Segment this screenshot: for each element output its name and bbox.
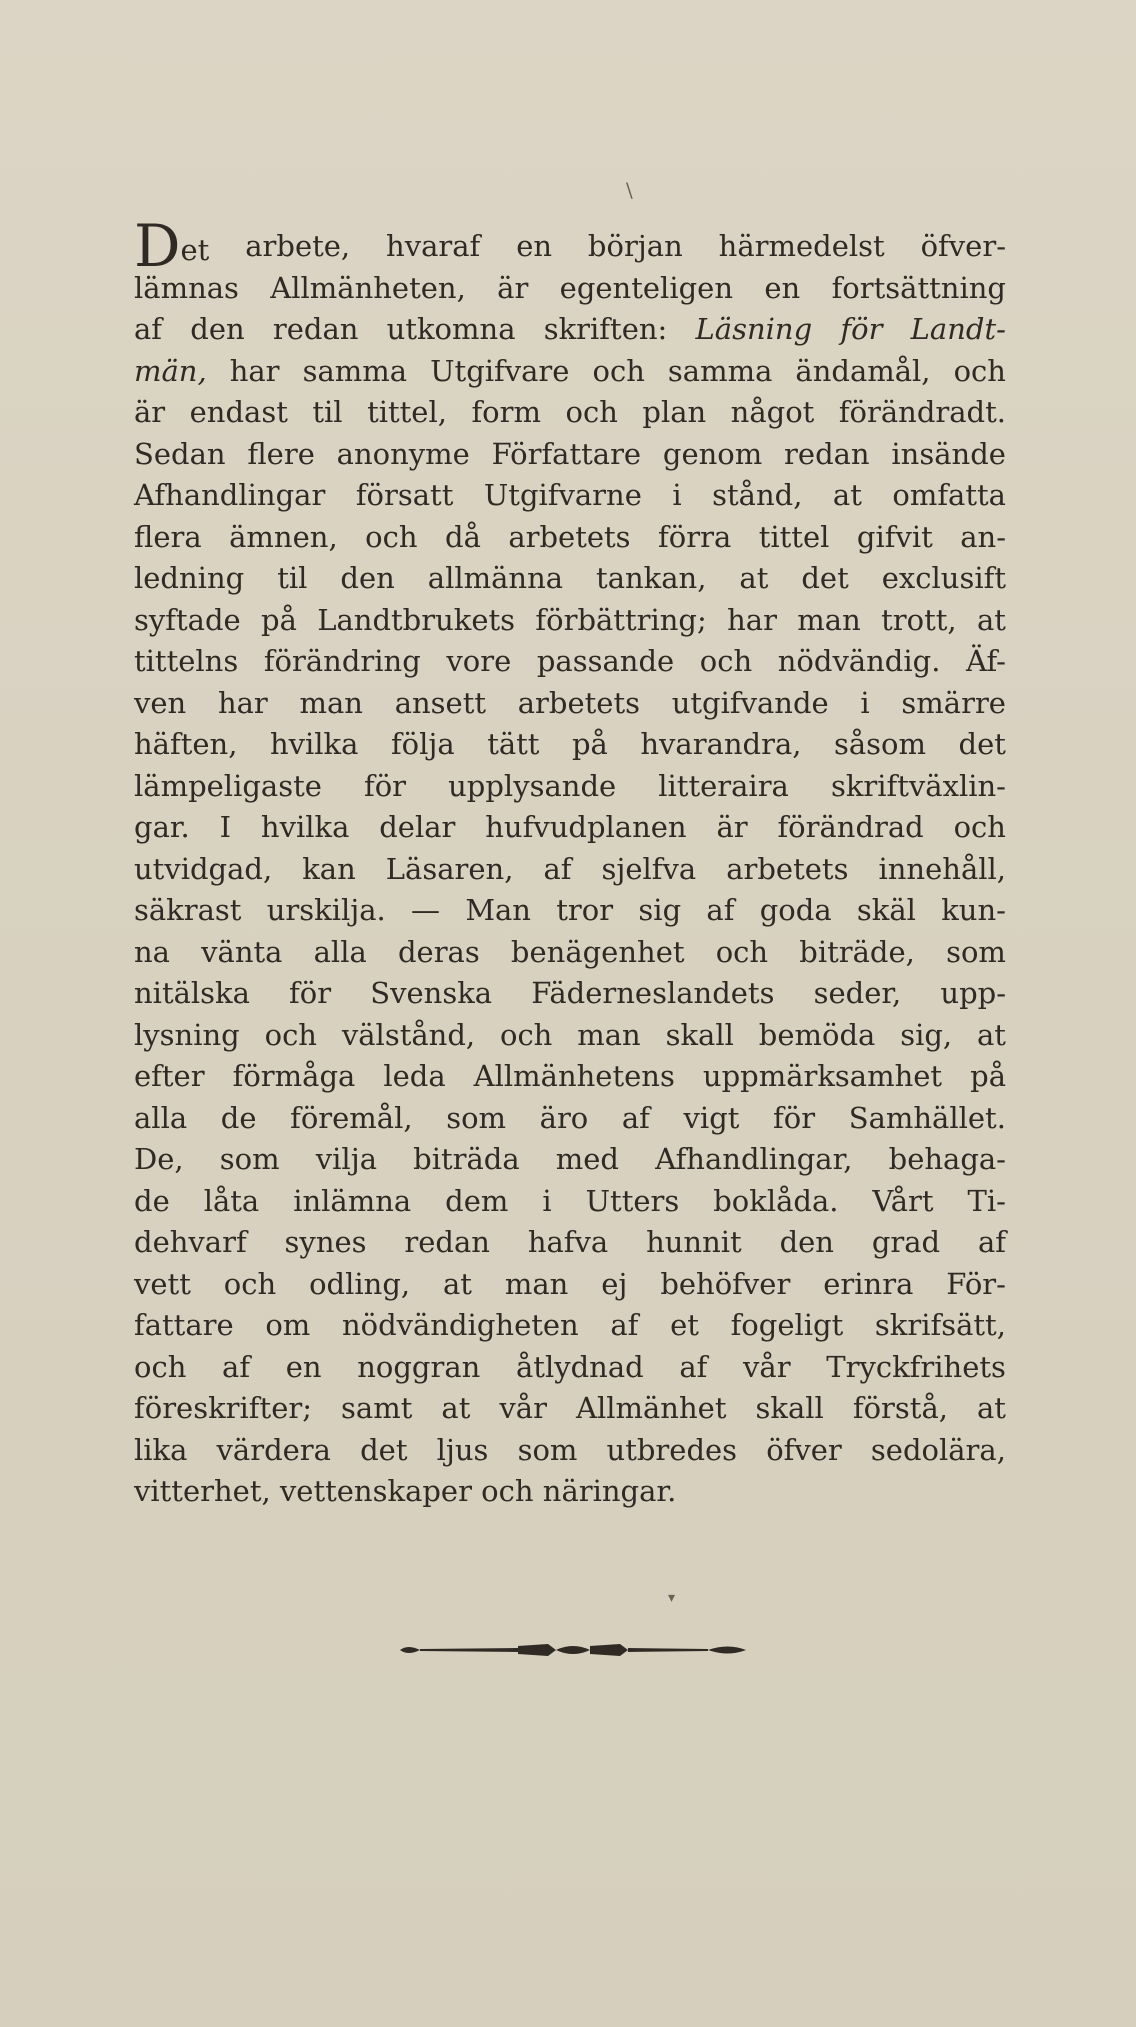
text-line: säkrast urskilja. — Man tror sig af goda skäl kun- bbox=[134, 893, 1006, 927]
text-line: dehvarf synes redan hafva hunnit den grad af bbox=[134, 1225, 1006, 1259]
text-line: vitterhet, vettenskaper och näringar. bbox=[134, 1474, 677, 1508]
text-line: lämnas Allmänheten, är egenteligen en fortsättning bbox=[134, 270, 1006, 305]
text-line: syftade på Landtbrukets förbättring; har man trott, at bbox=[134, 602, 1006, 637]
text-line: fattare om nödvändigheten af et fogeligt skrifsätt, bbox=[134, 1308, 1006, 1342]
text-line: alla de föremål, som äro af vigt för Samhället. bbox=[134, 1100, 1006, 1135]
text-line: ven har man ansett arbetets utgifvande i smärre bbox=[134, 685, 1006, 720]
text-line: tittelns förändring vore passande och nödvändig. Äf- bbox=[134, 644, 1006, 678]
text-line: af den redan utkomna skriften: Läsning för Landt- bbox=[134, 312, 1006, 346]
text-line: nitälska för Svenska Fäderneslandets seder, upp- bbox=[134, 976, 1006, 1010]
text-line: vett och odling, at man ej behöfver erinra För- bbox=[134, 1266, 1006, 1301]
text-line: lika värdera det ljus som utbredes öfver sedolära, bbox=[134, 1432, 1006, 1467]
text-line: lysning och välstånd, och man skall bemöda sig, at bbox=[134, 1017, 1006, 1052]
text-line: Afhandlingar försatt Utgifvarne i stånd, at omfatta bbox=[134, 478, 1006, 512]
body-text bbox=[134, 212, 1006, 1513]
text-line: ledning til den allmänna tankan, at det exclusift bbox=[134, 561, 1006, 595]
text-line: är endast til tittel, form och plan något förändradt. bbox=[134, 395, 1006, 429]
text-line: Sedan flere anonyme Författare genom redan insände bbox=[134, 436, 1006, 471]
page-speck: ▾ bbox=[668, 1590, 676, 1606]
text-line: na vänta alla deras benägenhet och biträde, som bbox=[134, 934, 1006, 969]
text-line: utvidgad, kan Läsaren, af sjelfva arbetets innehåll, bbox=[134, 851, 1006, 886]
text-line: föreskrifter; samt at vår Allmänhet skall förstå, at bbox=[134, 1391, 1006, 1425]
drop-cap: D bbox=[134, 212, 181, 280]
text-line: de låta inlämna dem i Utters boklåda. Vårt Ti- bbox=[134, 1183, 1006, 1218]
text-line: De, som vilja biträda med Afhandlingar, behaga- bbox=[134, 1142, 1006, 1176]
page-speck: \ bbox=[626, 178, 633, 202]
text-line: män, har samma Utgifvare och samma ändamål, och bbox=[134, 353, 1006, 388]
text-line: Det arbete, hvaraf en början härmedelst öfver- bbox=[134, 212, 1006, 280]
text-line: flera ämnen, och då arbetets förra tittel gifvit an- bbox=[134, 519, 1006, 554]
text-line: häften, hvilka följa tätt på hvarandra, såsom det bbox=[134, 727, 1006, 761]
text-line: lämpeligaste för upplysande litteraira skriftväxlin- bbox=[134, 768, 1006, 803]
text-line: gar. I hvilka delar hufvudplanen är förändrad och bbox=[134, 810, 1006, 844]
ornament-rule bbox=[398, 1640, 748, 1660]
text-line: efter förmåga leda Allmänhetens uppmärksamhet på bbox=[134, 1059, 1006, 1093]
text-line: och af en noggran åtlydnad af vår Tryckfrihets bbox=[134, 1349, 1006, 1384]
